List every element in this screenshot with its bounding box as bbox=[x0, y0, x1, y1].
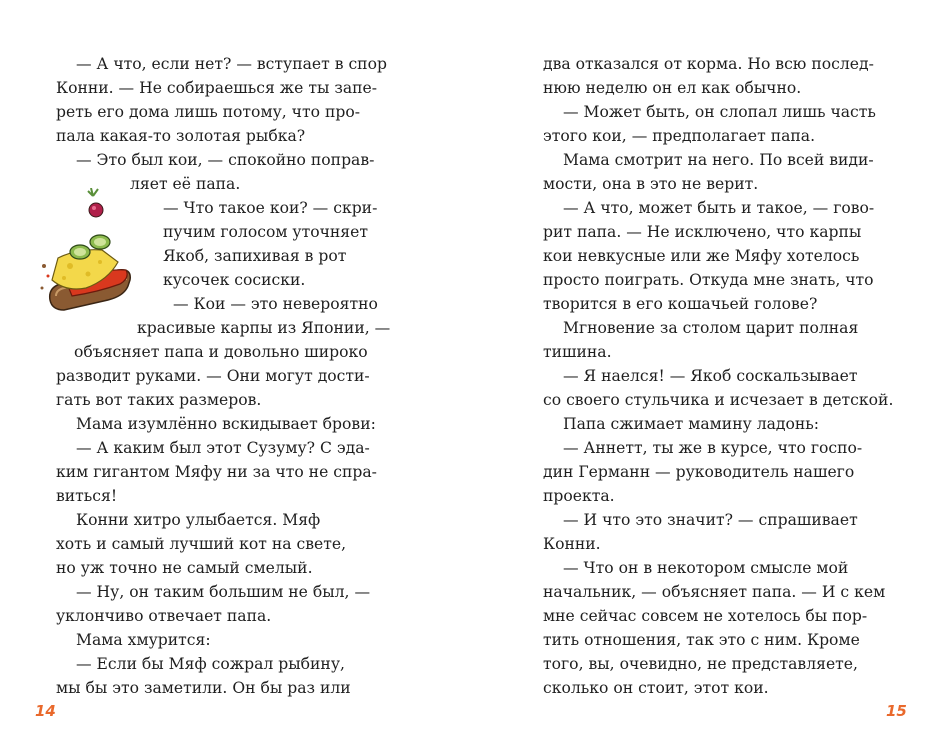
sandwich-icon bbox=[38, 188, 138, 318]
text-line: — Это был кои, — спокойно поправ- bbox=[76, 151, 375, 169]
text-line: проекта. bbox=[543, 487, 615, 505]
text-line: творится в его кошачьей голове? bbox=[543, 295, 818, 313]
text-line: мости, она в это не верит. bbox=[543, 175, 759, 193]
page-number-right: 15 bbox=[886, 702, 907, 720]
right-page bbox=[468, 0, 937, 750]
text-line: сколько он стоит, этот кои. bbox=[543, 679, 769, 697]
text-line: кусочек сосиски. bbox=[163, 271, 306, 289]
text-line: — Ну, он таким большим не был, — bbox=[76, 583, 371, 601]
text-line: кои невкусные или же Мяфу хотелось bbox=[543, 247, 860, 265]
text-line: рит папа. — Не исключено, что карпы bbox=[543, 223, 862, 241]
text-line: два отказался от корма. Но всю послед- bbox=[543, 55, 874, 73]
text-line: пала какая-то золотая рыбка? bbox=[56, 127, 306, 145]
text-line: ляет её папа. bbox=[130, 175, 241, 193]
text-line: объясняет папа и довольно широко bbox=[74, 343, 368, 361]
text-line: со своего стульчика и исчезает в детской. bbox=[543, 391, 894, 409]
text-line: тишина. bbox=[543, 343, 612, 361]
text-line: Конни хитро улыбается. Мяф bbox=[76, 511, 321, 529]
text-line: — Аннетт, ты же в курсе, что госпо- bbox=[563, 439, 863, 457]
text-line: этого кои, — предполагает папа. bbox=[543, 127, 816, 145]
text-line: — И что это значит? — спрашивает bbox=[563, 511, 858, 529]
text-line: Мама изумлённо вскидывает брови: bbox=[76, 415, 376, 433]
text-line: — Кои — это невероятно bbox=[173, 295, 378, 313]
text-line: просто поиграть. Откуда мне знать, что bbox=[543, 271, 874, 289]
text-line: пучим голосом уточняет bbox=[163, 223, 369, 241]
text-line: того, вы, очевидно, не представляете, bbox=[543, 655, 858, 673]
text-line: — Я наелся! — Якоб соскальзывает bbox=[563, 367, 858, 385]
text-line: реть его дома лишь потому, что про- bbox=[56, 103, 360, 121]
text-line: ким гигантом Мяфу ни за что не спра- bbox=[56, 463, 377, 481]
text-line: хоть и самый лучший кот на свете, bbox=[56, 535, 347, 553]
text-line: уклончиво отвечает папа. bbox=[56, 607, 272, 625]
text-line: Папа сжимает мамину ладонь: bbox=[563, 415, 820, 433]
text-line: Мама хмурится: bbox=[76, 631, 211, 649]
text-line: — А каким был этот Сузуму? С эда- bbox=[76, 439, 370, 457]
text-line: Якоб, запихивая в рот bbox=[163, 247, 347, 265]
text-line: — А что, может быть и такое, — гово- bbox=[563, 199, 875, 217]
text-line: Мгновение за столом царит полная bbox=[563, 319, 859, 337]
text-line: Конни. bbox=[543, 535, 601, 553]
text-line: мне сейчас совсем не хотелось бы пор- bbox=[543, 607, 868, 625]
text-line: тить отношения, так это с ним. Кроме bbox=[543, 631, 860, 649]
text-line: Мама смотрит на него. По всей види- bbox=[563, 151, 874, 169]
text-line: — Что он в некотором смысле мой bbox=[563, 559, 849, 577]
page-number-left: 14 bbox=[35, 702, 56, 720]
text-line: начальник, — объясняет папа. — И с кем bbox=[543, 583, 886, 601]
text-line: разводит руками. — Они могут дости- bbox=[56, 367, 370, 385]
text-line: мы бы это заметили. Он бы раз или bbox=[56, 679, 351, 697]
text-line: дин Германн — руководитель нашего bbox=[543, 463, 855, 481]
text-line: гать вот таких размеров. bbox=[56, 391, 262, 409]
text-line: но уж точно не самый смелый. bbox=[56, 559, 313, 577]
text-line: — Что такое кои? — скри- bbox=[163, 199, 378, 217]
text-line: — Может быть, он слопал лишь часть bbox=[563, 103, 876, 121]
text-line: виться! bbox=[56, 487, 118, 505]
text-line: — Если бы Мяф сожрал рыбину, bbox=[76, 655, 345, 673]
text-line: нюю неделю он ел как обычно. bbox=[543, 79, 802, 97]
text-line: — А что, если нет? — вступает в спор bbox=[76, 55, 387, 73]
text-line: Конни. — Не собираешься же ты запе- bbox=[56, 79, 378, 97]
left-page bbox=[0, 0, 468, 750]
text-line: красивые карпы из Японии, — bbox=[137, 319, 391, 337]
